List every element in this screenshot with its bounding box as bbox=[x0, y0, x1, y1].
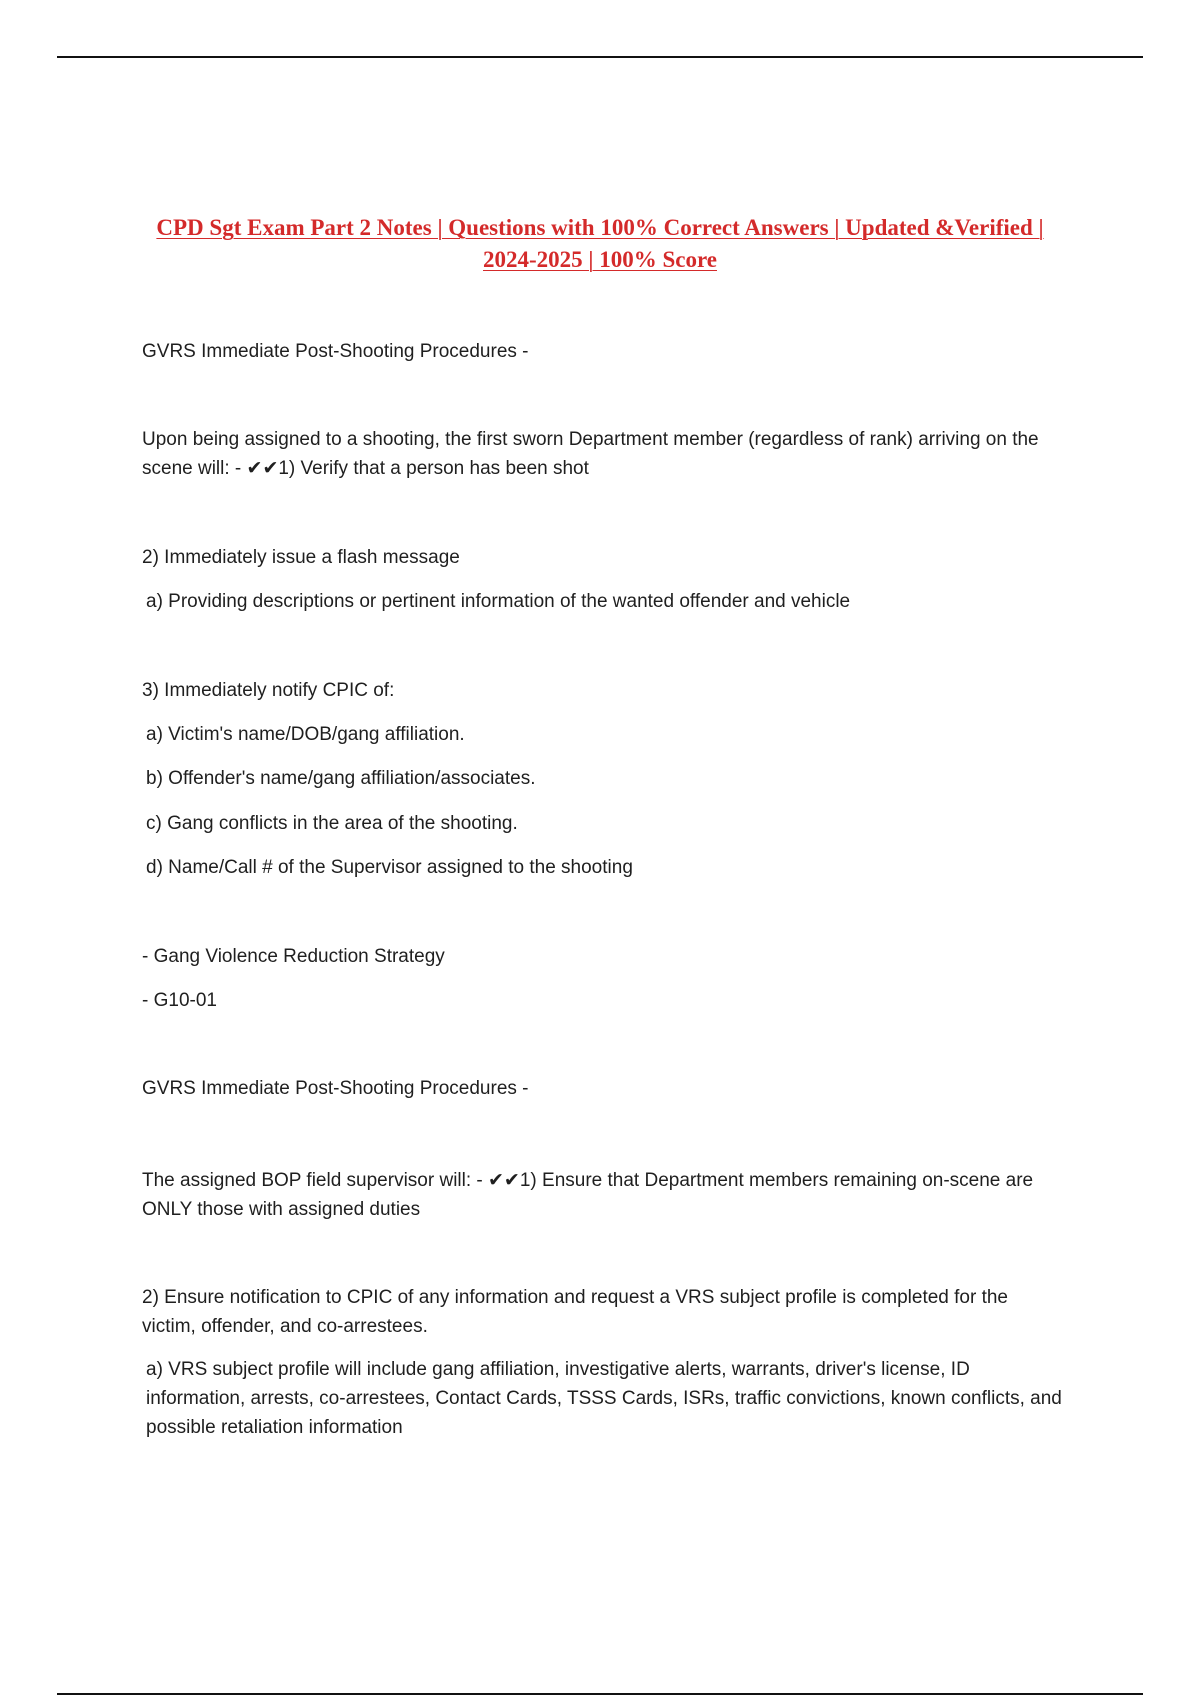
card1-source-1: - Gang Violence Reduction Strategy bbox=[142, 946, 445, 967]
card1-prompt-answer: Upon being assigned to a shooting, the first sworn Department member (regardless of rank) arriving on the scene will: - ✔✔1) Verify that a person has been shot bbox=[142, 429, 1039, 479]
card1-step2: 2) Immediately issue a flash message bbox=[142, 547, 460, 568]
card1-step3-a: a) Victim's name/DOB/gang affiliation. bbox=[146, 724, 465, 745]
card2-prompt-answer: The assigned BOP field supervisor will: - ✔✔1) Ensure that Department members remaining on-scene are ONLY those with assigned duties bbox=[142, 1170, 1034, 1220]
document-title: CPD Sgt Exam Part 2 Notes | Questions with 100% Correct Answers | Updated &Verified | 2024-2025 | 100% Score bbox=[156, 215, 1044, 272]
card1-step3: 3) Immediately notify CPIC of: bbox=[142, 680, 395, 701]
card2-step2-a: a) VRS subject profile will include gang affiliation, investigative alerts, warrants, driver's license, ID information, arrests, co-arrestees, Contact Cards, TSSS Cards, ISRs, traffic convictions, known conflicts, and possible retaliation information bbox=[146, 1359, 1062, 1438]
card2-step2: 2) Ensure notification to CPIC of any information and request a VRS subject profile is completed for the victim, offender, and co-arrestees. bbox=[142, 1287, 1009, 1337]
card1-source-2: - G10-01 bbox=[142, 990, 217, 1011]
card1-step2-a: a) Providing descriptions or pertinent information of the wanted offender and vehicle bbox=[146, 591, 851, 612]
bottom-divider bbox=[57, 1693, 1143, 1695]
card1-step3-d: d) Name/Call # of the Supervisor assigned to the shooting bbox=[146, 857, 633, 878]
card1-question-heading: GVRS Immediate Post-Shooting Procedures - bbox=[142, 341, 529, 362]
card1-step3-b: b) Offender's name/gang affiliation/associates. bbox=[146, 768, 536, 789]
top-divider bbox=[57, 56, 1143, 58]
card2-question-heading: GVRS Immediate Post-Shooting Procedures - bbox=[142, 1078, 529, 1099]
card1-step3-c: c) Gang conflicts in the area of the shooting. bbox=[146, 813, 518, 834]
